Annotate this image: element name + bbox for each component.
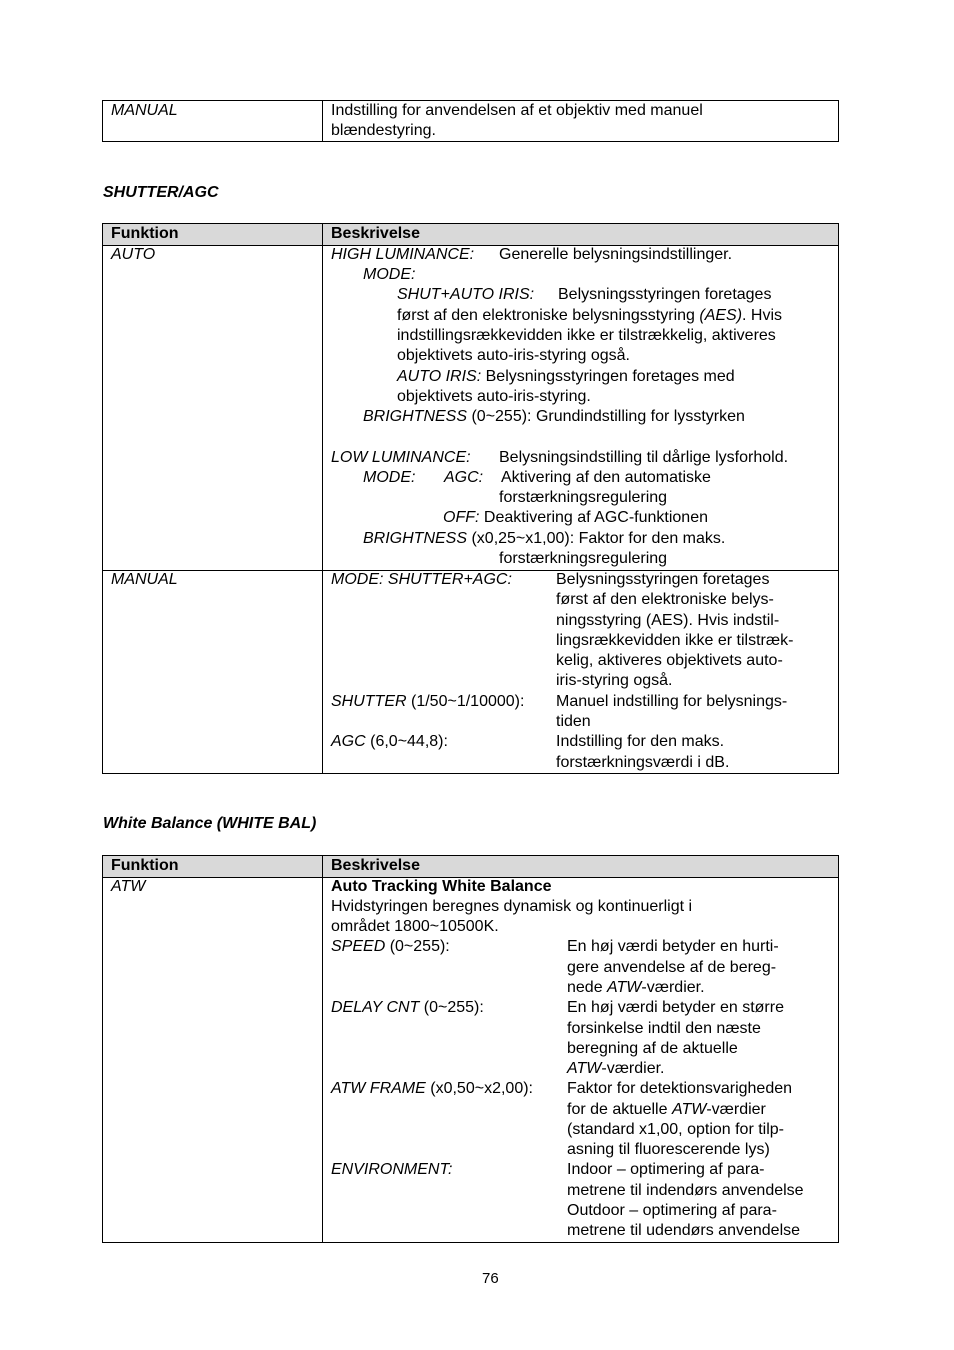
environment-text-3: Outdoor – optimering af para- [567,1202,777,1219]
speed-label: SPEED (0~255): [331,938,450,955]
delay-text-3: beregning af de aktuelle [567,1040,738,1057]
environment-label: ENVIRONMENT: [331,1161,453,1178]
header-beskrivelse: Beskrivelse [331,225,420,242]
manual-function-cell: MANUAL [111,102,178,119]
atw-function-cell: ATW [111,878,146,895]
speed-text-3: nede ATW-værdier. [567,979,705,996]
shutter-text-1: Manuel indstilling for belysnings- [556,693,788,710]
auto-iris-line-2: objektivets auto-iris-styring. [397,388,591,405]
agc-label: AGC: [444,469,484,486]
speed-text-1: En høj værdi betyder en hurti- [567,938,779,955]
mode-label: MODE: [363,266,416,283]
atw-frame-text-3: (standard x1,00, option for tilp- [567,1121,785,1138]
delay-text-1: En høj værdi betyder en større [567,999,784,1016]
delay-text-4: ATW-værdier. [567,1060,665,1077]
manual-description-line-1: Indstilling for anvendelsen af et objektiv med manuel [331,102,703,119]
atw-frame-text-4: asning til fluorescerende lys) [567,1141,770,1158]
brightness-2-line-2: forstærkningsregulering [499,550,668,567]
table-header-row [103,856,838,878]
mode-shutter-agc-text-4: lingsrækkevidden ikke er tilstræk- [556,632,794,649]
shut-auto-iris-line-3: indstillingsrækkevidden ikke er tilstrækkelig, aktiveres [397,327,776,344]
environment-text-4: metrene til udendørs anvendelse [567,1222,801,1239]
white-balance-heading: White Balance (WHITE BAL) [103,815,317,832]
mode-shutter-agc-text-3: ningsstyring (AES). Hvis indstil- [556,612,780,629]
shutter-label: SHUTTER (1/50~1/10000): [331,693,525,710]
atw-frame-label: ATW FRAME (x0,50~x2,00): [331,1080,533,1097]
shut-auto-iris-text-1: Belysningsstyringen foretages [558,286,772,303]
column-divider [322,101,323,141]
column-divider [322,856,323,1242]
table-header-row [103,224,838,246]
atw-intro-2: området 1800~10500K. [331,918,499,935]
off-line: OFF: Deaktivering af AGC-funktionen [443,509,708,526]
wb-header-funktion: Funktion [111,857,179,874]
header-funktion: Funktion [111,225,179,242]
environment-text-2: metrene til indendørs anvendelse [567,1182,804,1199]
delay-label: DELAY CNT (0~255): [331,999,484,1016]
shut-auto-iris-line-1: SHUT+AUTO IRIS: [397,286,535,303]
environment-text-1: Indoor – optimering af para- [567,1161,765,1178]
mode-shutter-agc-text-6: iris-styring også. [556,672,673,689]
agc-range-label: AGC (6,0~44,8): [331,733,448,750]
atw-frame-text-1: Faktor for detektionsvarigheden [567,1080,793,1097]
auto-iris-line-1: AUTO IRIS: Belysningsstyringen foretages med [397,368,735,385]
agc-range-text-2: forstærkningsværdi i dB. [556,754,730,771]
manual-description-line-2: blændestyring. [331,122,436,139]
atw-title: Auto Tracking White Balance [331,878,552,895]
page-number: 76 [482,1270,499,1287]
high-luminance-line: HIGH LUMINANCE: [331,246,475,263]
shutter-agc-heading: SHUTTER/AGC [103,184,219,201]
low-luminance-line: LOW LUMINANCE: [331,449,471,466]
delay-text-2: forsinkelse indtil den næste [567,1020,761,1037]
agc-text-2: forstærkningsregulering [499,489,668,506]
atw-intro-1: Hvidstyringen beregnes dynamisk og kontinuerligt i [331,898,693,915]
high-luminance-text: Generelle belysningsindstillinger. [499,246,733,263]
atw-frame-text-2: for de aktuelle ATW-værdier [567,1101,766,1118]
mode-shutter-agc-label: MODE: SHUTTER+AGC: [331,571,512,588]
speed-text-2: gere anvendelse af de bereg- [567,959,777,976]
agc-range-text-1: Indstilling for den maks. [556,733,725,750]
mode-label-2: MODE: [363,469,416,486]
shutter-text-2: tiden [556,713,591,730]
mode-shutter-agc-text-1: Belysningsstyringen foretages [556,571,770,588]
mode-shutter-agc-text-2: først af den elektroniske belys- [556,591,774,608]
auto-function-cell: AUTO [111,246,156,263]
wb-header-beskrivelse: Beskrivelse [331,857,420,874]
column-divider [322,224,323,773]
agc-text-1: Aktivering af den automatiske [501,469,711,486]
shut-auto-iris-line-2: først af den elektroniske belysningsstyring (AES). Hvis [397,307,783,324]
brightness-line: BRIGHTNESS (0~255): Grundindstilling for lysstyrken [363,408,745,425]
low-luminance-text: Belysningsindstilling til dårlige lysforhold. [499,449,789,466]
mode-shutter-agc-text-5: kelig, aktiveres objektivets auto- [556,652,783,669]
shut-auto-iris-line-4: objektivets auto-iris-styring også. [397,347,630,364]
manual-2-function-cell: MANUAL [111,571,178,588]
brightness-2-line: BRIGHTNESS (x0,25~x1,00): Faktor for den maks. [363,530,726,547]
